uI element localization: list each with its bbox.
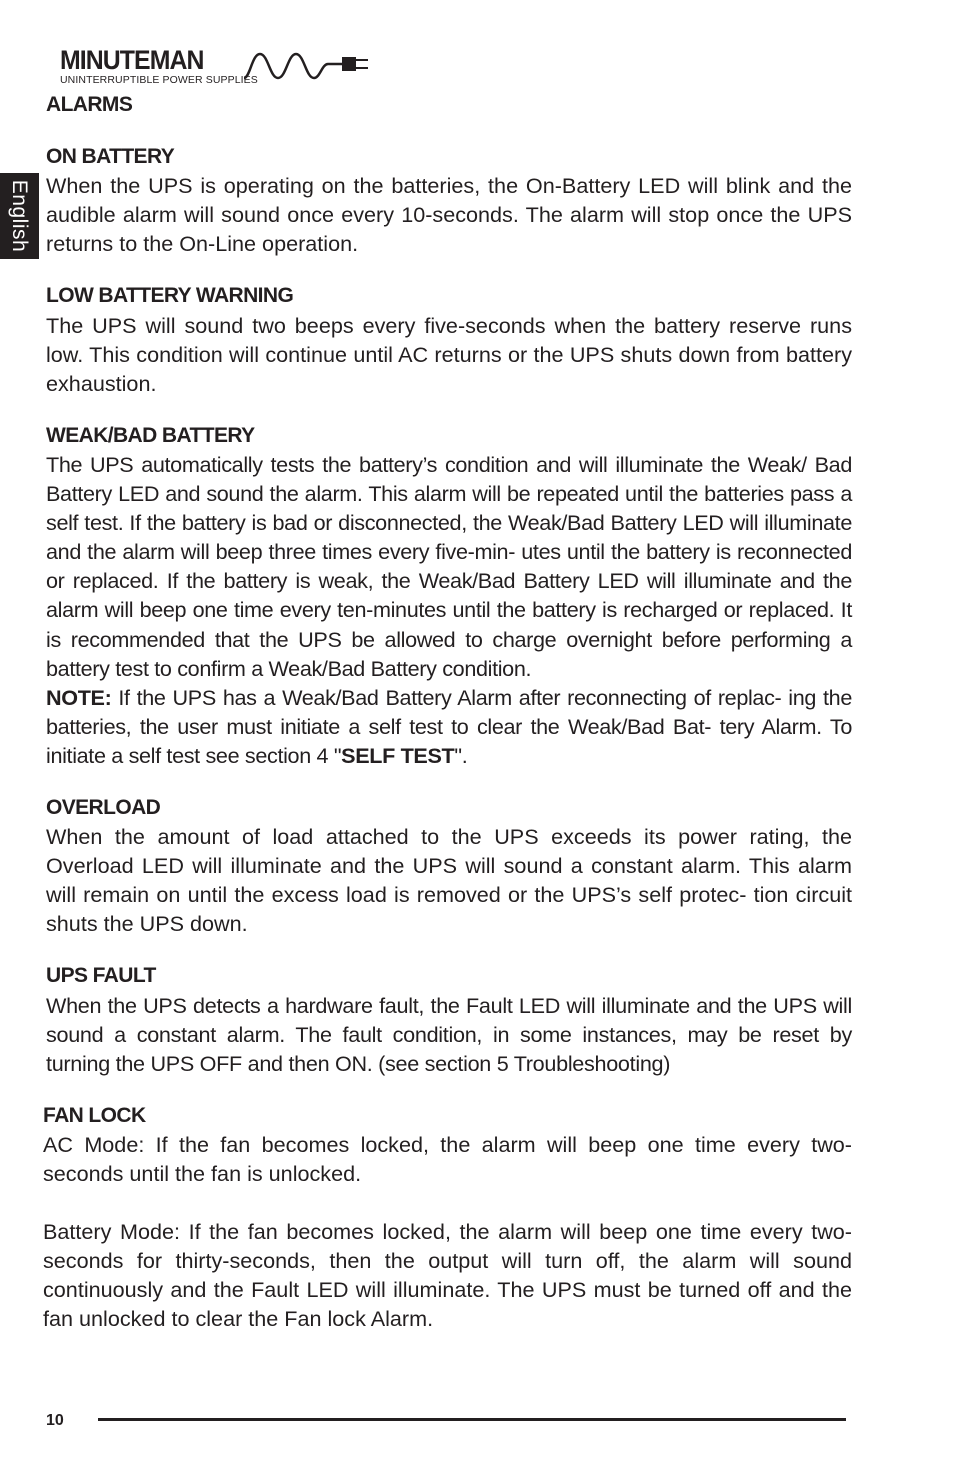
power-plug-icon — [244, 50, 374, 84]
ac-mode-paragraph: AC Mode: If the fan becomes locked, the alarm will beep one time every two- seconds until the fan is unlocked. — [43, 1131, 852, 1186]
section-body: The UPS will sound two beeps every five-seconds when the battery reserve runs low. This condition will continue until AC returns or the UPS shuts down from battery exhaustion. — [46, 312, 852, 396]
section-heading: FAN LOCK — [43, 1103, 146, 1127]
section-on-battery — [46, 142, 852, 258]
note-body: If the UPS has a Weak/Bad Battery Alarm after reconnecting of replac- ing the batteries, the user must initiate a self test to clear the Weak/Bad Bat- tery Alarm. To initiate a self test see section 4 " — [46, 684, 852, 768]
section-ups-fault — [46, 961, 852, 1077]
section-body: When the UPS detects a hardware fault, the Fault LED will illuminate and the UPS will sound a constant alarm. The fault condition, in some instances, may be reset by turning the UPS OFF and then ON. (see section 5 Troubleshooting) — [46, 992, 852, 1076]
page-content — [43, 90, 852, 1356]
section-fan-lock — [43, 1101, 852, 1334]
minuteman-logo — [58, 44, 378, 90]
language-tab-label: English — [8, 179, 31, 253]
language-tab — [0, 173, 39, 259]
note-label: NOTE: — [46, 684, 112, 710]
page-number: 10 — [46, 1412, 64, 1429]
section-heading: OVERLOAD — [46, 795, 161, 819]
section-heading: ON BATTERY — [46, 145, 175, 169]
note-reference: SELF TEST — [341, 742, 455, 768]
section-low-battery — [46, 281, 852, 397]
logo-tagline: UNINTERRUPTIBLE POWER SUPPLIES — [60, 74, 258, 86]
footer-divider — [98, 1418, 846, 1421]
section-body: When the amount of load attached to the UPS exceeds its power rating, the Overload LED will illuminate and the UPS will sound a constant alarm. This alarm will remain on until the excess load is removed or the UPS’s self protec- tion circuit shuts the UPS down. — [46, 824, 852, 937]
section-heading: WEAK/BAD BATTERY — [46, 423, 255, 447]
note-end: ". — [454, 742, 468, 768]
note-paragraph — [46, 683, 852, 770]
section-heading: UPS FAULT — [46, 964, 156, 988]
section-heading: LOW BATTERY WARNING — [46, 284, 294, 308]
logo-wordmark: MINUTEMAN — [60, 45, 204, 75]
page-title: ALARMS — [46, 93, 133, 116]
battery-mode-paragraph: Battery Mode: If the fan becomes locked, the alarm will beep one time every two-seconds for thirty-seconds, then the output will turn off, the alarm will sound continuously and the Fault LED will illuminate. The UPS must be turned off and the fan unlocked to clear the Fan lock Alarm. — [43, 1219, 852, 1332]
section-body: The UPS automatically tests the battery’s condition and will illuminate the Weak/ Bad Battery LED and sound the alarm. This alarm will be repeated until the batteries pass a self test. If the battery is bad or disconnected, the Weak/Bad Battery LED will illuminate and the alarm will beep three times every five-min- utes until the battery is reconnected or replaced. If the battery is weak, the Weak/Bad Battery LED will illuminate and the alarm will beep one time every ten-minutes until the battery is recharged or replaced. It is recommended that the UPS be allowed to charge overnight before performing a battery test to confirm a Weak/Bad Battery condition. — [46, 451, 852, 681]
section-body: When the UPS is operating on the batteries, the On-Battery LED will blink and the audible alarm will sound once every 10-seconds. The alarm will stop once the UPS returns to the On-Line operation. — [46, 173, 852, 257]
section-weak-bad-battery — [46, 421, 852, 770]
section-overload — [46, 793, 852, 938]
